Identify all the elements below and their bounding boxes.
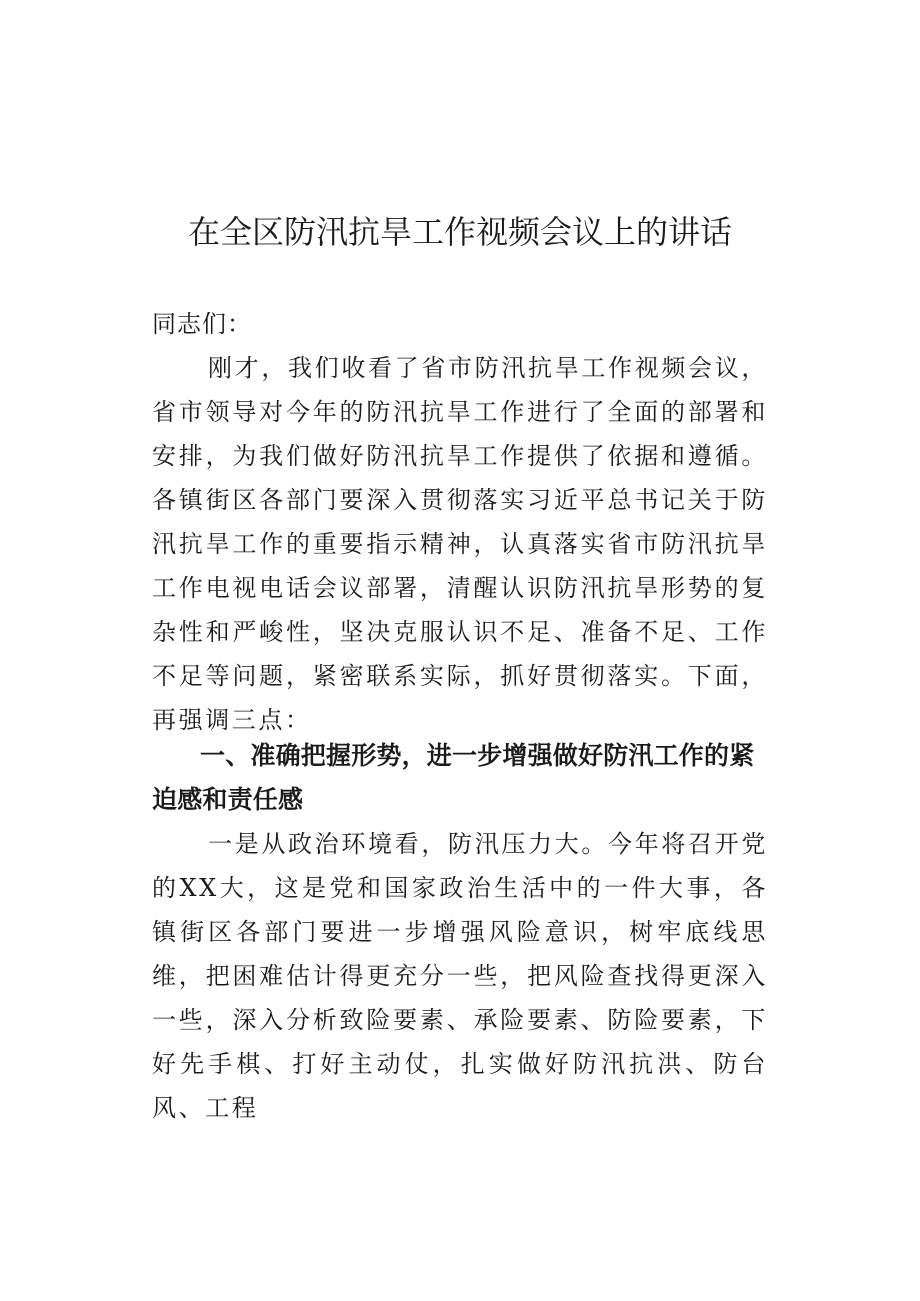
paragraph: 刚才，我们收看了省市防汛抗旱工作视频会议，省市领导对今年的防汛抗旱工作进行了全面的部署和安排，为我们做好防汛抗旱工作提供了依据和遵循。各镇街区各部门要深入贯彻落实习近平总书记关于防汛抗旱工作的重要指示精神，认真落实省市防汛抗旱工作电视电话会议部署，清醒认识防汛抗旱形势的复杂性和严峻性，坚决克服认识不足、准备不足、工作不足等问题，紧密联系实际，抓好贯彻落实。下面，再强调三点： [152,354,768,734]
document-title: 在全区防汛抗旱工作视频会议上的讲话 [187,213,732,251]
salutation: 同志们： [152,310,252,338]
section-heading: 一、准确把握形势，进一步增强做好防汛工作的紧迫感和责任感 [152,741,755,814]
paragraph: 一是从政治环境看，防汛压力大。今年将召开党的XX大，这是党和国家政治生活中的一件大事，各镇街区各部门要进一步增强风险意识，树牢底线思维，把困难估计得更充分一些，把风险查找得更深入一些，深入分析致险要素、承险要素、防险要素，下好先手棋、打好主动仗，扎实做好防汛抗洪、防台风、工程 [152,830,768,1122]
